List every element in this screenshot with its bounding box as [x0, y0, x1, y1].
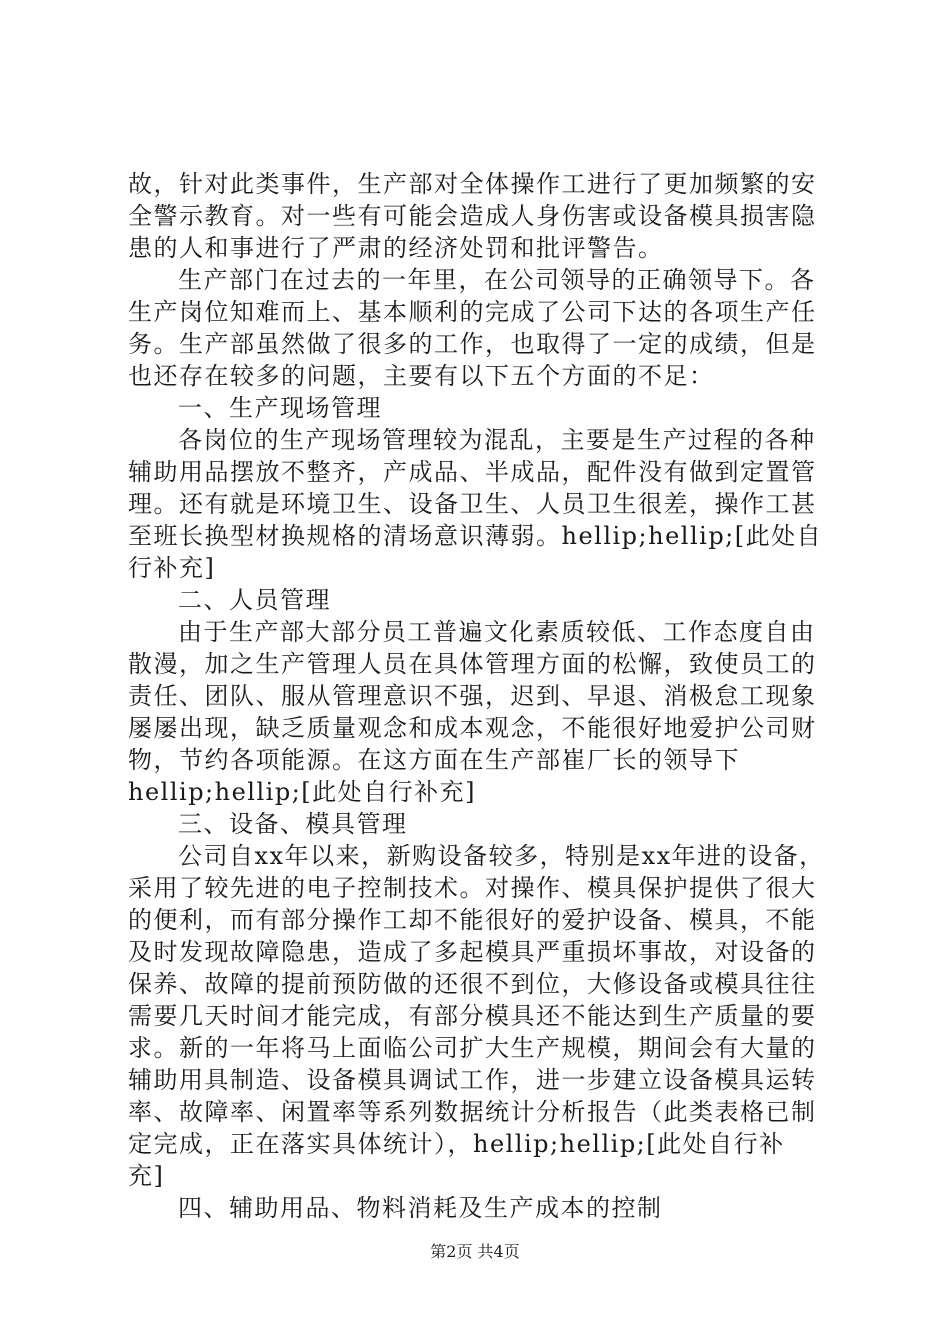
- text-line: 辅助用品摆放不整齐，产成品、半成品，配件没有做到定置管: [128, 458, 817, 486]
- text-line: 需要几天时间才能完成，有部分模具还不能达到生产质量的要: [128, 1002, 817, 1030]
- text-line: 屡屡出现，缺乏质量观念和成本观念，不能很好地爱护公司财: [128, 714, 817, 742]
- section-heading-4: 四、辅助用品、物料消耗及生产成本的控制: [178, 1194, 663, 1222]
- text-line: 率、故障率、闲置率等系列数据统计分析报告（此类表格已制: [128, 1098, 817, 1126]
- text-line: 求。新的一年将马上面临公司扩大生产规模，期间会有大量的: [128, 1034, 817, 1062]
- text-line: 理。还有就是环境卫生、设备卫生、人员卫生很差，操作工甚: [128, 490, 817, 518]
- paragraph-start-line: 公司自xx年以来，新购设备较多，特别是xx年进的设备，: [178, 842, 825, 870]
- text-line: 故，针对此类事件，生产部对全体操作工进行了更加频繁的安: [128, 170, 817, 198]
- text-line: 务。生产部虽然做了很多的工作，也取得了一定的成绩，但是: [128, 330, 817, 358]
- text-line: 患的人和事进行了严肃的经济处罚和批评警告。: [128, 234, 664, 262]
- text-line: 物，节约各项能源。在这方面在生产部崔厂长的领导下: [128, 746, 740, 774]
- document-body: [128, 168, 838, 1224]
- text-line: 也还存在较多的问题，主要有以下五个方面的不足：: [128, 362, 715, 390]
- text-line: 至班长换型材换规格的清场意识薄弱。hellip;hellip;[此处自: [128, 522, 823, 550]
- section-heading-2: 二、人员管理: [178, 586, 331, 614]
- text-line: 及时发现故障隐患，造成了多起模具严重损坏事故，对设备的: [128, 938, 817, 966]
- text-line: 散漫，加之生产管理人员在具体管理方面的松懈，致使员工的: [128, 650, 817, 678]
- text-line: hellip;hellip;[此处自行补充]: [128, 778, 476, 806]
- text-line: 责任、团队、服从管理意识不强，迟到、早退、消极怠工现象: [128, 682, 817, 710]
- paragraph-start-line: 由于生产部大部分员工普遍文化素质较低、工作态度自由: [178, 618, 816, 646]
- text-line: 保养、故障的提前预防做的还很不到位，大修设备或模具往往: [128, 970, 817, 998]
- paragraph-start-line: 各岗位的生产现场管理较为混乱，主要是生产过程的各种: [178, 426, 816, 454]
- paragraph-start-line: 生产部门在过去的一年里，在公司领导的正确领导下。各: [178, 266, 816, 294]
- text-line: 采用了较先进的电子控制技术。对操作、模具保护提供了很大: [128, 874, 817, 902]
- page-number-label: 第2页 共4页: [430, 1242, 520, 1261]
- text-line: 全警示教育。对一些有可能会造成人身伤害或设备模具损害隐: [128, 202, 817, 230]
- text-line: 行补充]: [128, 554, 216, 582]
- text-line: 生产岗位知难而上、基本顺利的完成了公司下达的各项生产任: [128, 298, 817, 326]
- text-line: 辅助用具制造、设备模具调试工作，进一步建立设备模具运转: [128, 1066, 817, 1094]
- text-line: 定完成，正在落实具体统计），hellip;hellip;[此处自行补: [128, 1130, 785, 1158]
- text-line: 充]: [128, 1162, 165, 1190]
- section-heading-3: 三、设备、模具管理: [178, 810, 408, 838]
- section-heading-1: 一、生产现场管理: [178, 394, 382, 422]
- text-line: 的便利，而有部分操作工却不能很好的爱护设备、模具，不能: [128, 906, 817, 934]
- page-footer: [0, 1242, 950, 1262]
